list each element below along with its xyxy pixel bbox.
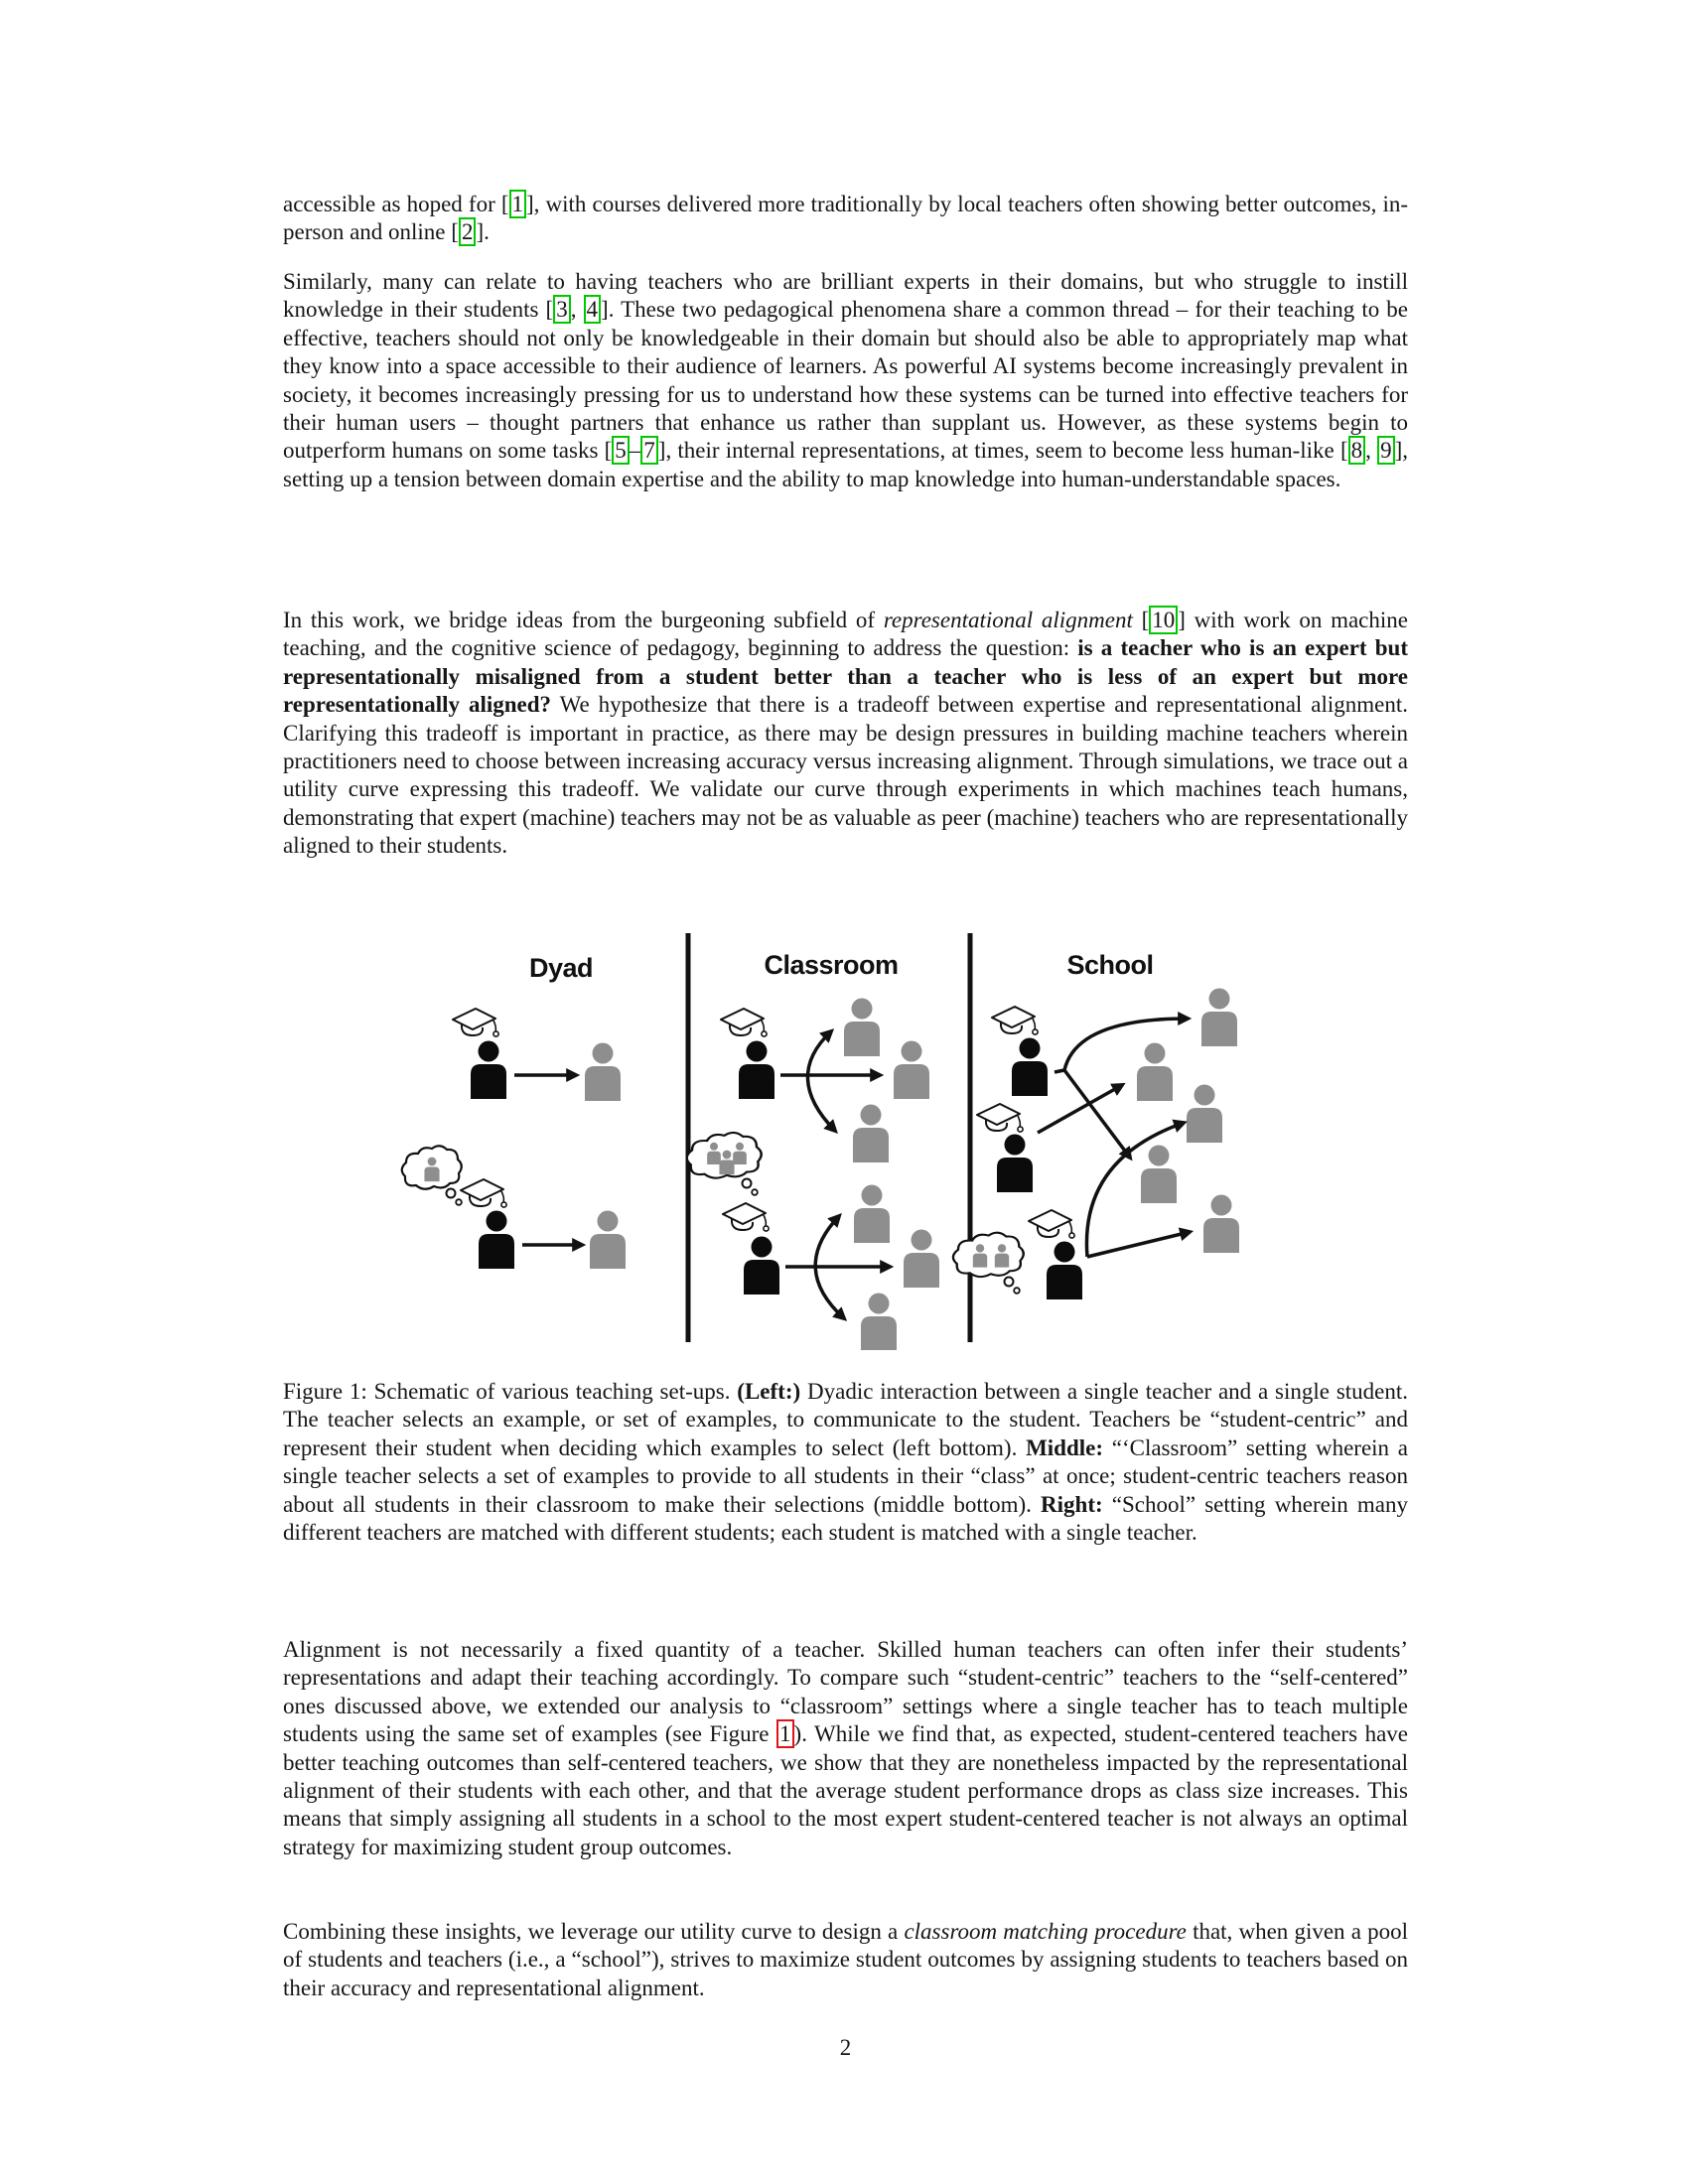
text-run: ], setting up a tension between domain expertise and the ability to map knowledge into human-understandable spaces. <box>283 438 1409 491</box>
panel-title-dyad: Dyad <box>528 953 594 983</box>
citation-link[interactable]: 7 <box>640 436 658 465</box>
teacher-icon <box>1012 1038 1048 1097</box>
graduation-cap-icon <box>721 1009 767 1036</box>
text-run: [ <box>1132 608 1150 632</box>
text-run: ]. These two pedagogical phenomena share a common thread – for their teaching to be effective, teachers should not only be knowledgeable in their domain but should also be able to appropriately map what they know into a space accessible to their audience of learners. As powerful AI systems become increasingly prevalent in society, it becomes increasingly pressing for us to understand how these systems can be turned into effective teachers for their human users – thought partners that enhance us rather than supplant us. However, as these systems begin to outperform humans on some tasks [ <box>283 297 1409 464</box>
paragraph-intro-continuation <box>283 191 1408 247</box>
student-icon <box>894 1041 929 1100</box>
citation-link[interactable]: 5 <box>612 436 630 465</box>
thought-bubble-icon <box>687 1133 762 1195</box>
student-icon <box>585 1043 621 1102</box>
student-icon <box>853 1105 889 1163</box>
teacher-icon <box>1047 1242 1082 1300</box>
teacher-icon <box>471 1041 506 1100</box>
paragraph-pedagogy <box>283 268 1408 493</box>
text-run: ). While we find that, as expected, student-centered teachers have better teaching outcomes than self-centered teachers, we show that they are nonetheless impacted by the representational alignment of their students with each other, and that the average student performance drops as class size increases. This means that simply assigning all students in a school to the most expert student-centered teacher is not always an optimal strategy for maximizing student group outcomes. <box>283 1721 1408 1859</box>
panel-title-school: School <box>1066 950 1154 980</box>
citation-link[interactable]: 4 <box>584 295 602 324</box>
student-icon <box>1201 989 1237 1047</box>
text-run: ] with work on machine teaching, and the cognitive science of pedagogy, beginning to address the question: <box>283 608 1408 661</box>
citation-link[interactable]: 2 <box>459 217 477 246</box>
paragraph-alignment-discussion <box>283 1636 1408 1861</box>
citation-link[interactable]: 9 <box>1377 436 1395 465</box>
panel-title-classroom: Classroom <box>764 950 899 980</box>
citation-link[interactable]: 8 <box>1348 436 1366 465</box>
text-run: ]. <box>476 219 490 245</box>
graduation-cap-icon <box>461 1179 506 1207</box>
teacher-icon <box>997 1135 1033 1193</box>
text-run: – <box>629 438 641 464</box>
student-icon <box>844 999 880 1057</box>
citation-link[interactable]: 3 <box>553 295 571 324</box>
student-icon <box>590 1211 626 1270</box>
text-run: Figure 1: Schematic of various teaching set-ups. <box>283 1379 738 1404</box>
student-icon <box>861 1294 897 1351</box>
teacher-icon <box>739 1041 774 1100</box>
teacher-icon <box>479 1211 514 1270</box>
bold-text: is a teacher who is an expert but representationally misaligned from a student better than a teacher who is less of an expert but more representationally aligned? <box>283 635 1408 718</box>
student-icon <box>904 1230 939 1289</box>
student-icon <box>1141 1146 1177 1204</box>
text-run: “School” setting wherein many different teachers are matched with different students; each student is matched with a single teacher. <box>283 1491 1408 1546</box>
text-run: In this work, we bridge ideas from the burgeoning subfield of <box>283 608 884 632</box>
teacher-icon <box>744 1237 779 1296</box>
graduation-cap-icon <box>977 1104 1023 1132</box>
text-run: Alignment is not necessarily a fixed quantity of a teacher. Skilled human teachers can often infer their students’ representations and adapt their teaching accordingly. To compare such “student-centric” teachers to the “self-centered” ones discussed above, we extended our analysis to “classroom” settings where a single teacher has to teach multiple students using the same set of examples (see Figure <box>283 1637 1408 1747</box>
text-run: ], with courses delivered more traditionally by local teachers often showing better outcomes, in-person and online [ <box>283 192 1408 245</box>
teaching-arrow <box>807 1031 835 1131</box>
paragraph-matching-procedure <box>283 1918 1408 2002</box>
text-run: Combining these insights, we leverage our utility curve to design a <box>283 1919 905 1944</box>
teaching-arrow <box>1087 1232 1190 1257</box>
panel-classroom <box>687 950 939 1350</box>
text-run: that, when given a pool of students and teachers (i.e., a “school”), strives to maximize student outcomes by assigning students to teachers based on their accuracy and representational alignment. <box>283 1919 1408 2000</box>
teaching-arrow <box>1055 1019 1188 1072</box>
paragraph-contributions <box>283 607 1408 861</box>
figure-1-caption <box>283 1378 1408 1547</box>
text-run: , <box>1365 438 1378 464</box>
student-icon <box>1137 1043 1173 1102</box>
graduation-cap-icon <box>723 1203 769 1231</box>
italic-text: classroom matching procedure <box>904 1919 1187 1944</box>
text-run: “‘Classroom” setting wherein a single teacher selects a set of examples to provide to all students in their “class” at once; student-centric teachers reason about all students in their classroom to make their selections (middle bottom). <box>283 1434 1408 1517</box>
thought-bubble-icon <box>953 1233 1024 1294</box>
panel-dyad <box>402 953 626 1269</box>
student-icon <box>1187 1085 1222 1144</box>
page-number: 2 <box>839 2035 852 2060</box>
student-icon <box>1203 1195 1239 1254</box>
text-run: We hypothesize that there is a tradeoff between expertise and representational alignment. Clarifying this tradeoff is important in practice, as there may be design pressures in building machine teachers wherein practitioners need to choose between increasing accuracy versus increasing alignment. Through simulations, we trace out a utility curve expressing this tradeoff. We validate our curve through experiments in which machines teach humans, demonstrating that expert (machine) teachers may not be as valuable as peer (machine) teachers who are representationally aligned to their students. <box>283 692 1408 859</box>
graduation-cap-icon <box>453 1009 498 1036</box>
italic-text: representational alignment <box>883 608 1133 632</box>
figure-reference-link[interactable]: 1 <box>776 1719 794 1748</box>
text-run: , <box>570 297 584 323</box>
figure-1-schematic <box>387 921 1390 1350</box>
text-run: ], their internal representations, at times, seem to become less human-like [ <box>657 438 1348 464</box>
graduation-cap-icon <box>992 1007 1038 1034</box>
student-icon <box>854 1185 890 1244</box>
graduation-cap-icon <box>1029 1210 1074 1238</box>
text-run: Dyadic interaction between a single teacher and a single student. The teacher selects an example, or set of examples, to communicate to the student. Teachers be “student-centric” and represent their student when deciding which examples to select (left bottom). <box>283 1379 1409 1460</box>
panel-school <box>953 950 1239 1299</box>
bold-text: Middle: <box>1026 1434 1104 1460</box>
thought-bubble-icon <box>402 1146 462 1205</box>
bold-text: (Left:) <box>737 1379 801 1404</box>
citation-link[interactable]: 10 <box>1149 606 1178 634</box>
bold-text: Right: <box>1041 1491 1103 1517</box>
text-run: Similarly, many can relate to having teachers who are brilliant experts in their domains, but who struggle to instill knowledge in their students [ <box>283 269 1408 323</box>
citation-link[interactable]: 1 <box>509 190 527 218</box>
text-run: accessible as hoped for [ <box>283 192 509 216</box>
